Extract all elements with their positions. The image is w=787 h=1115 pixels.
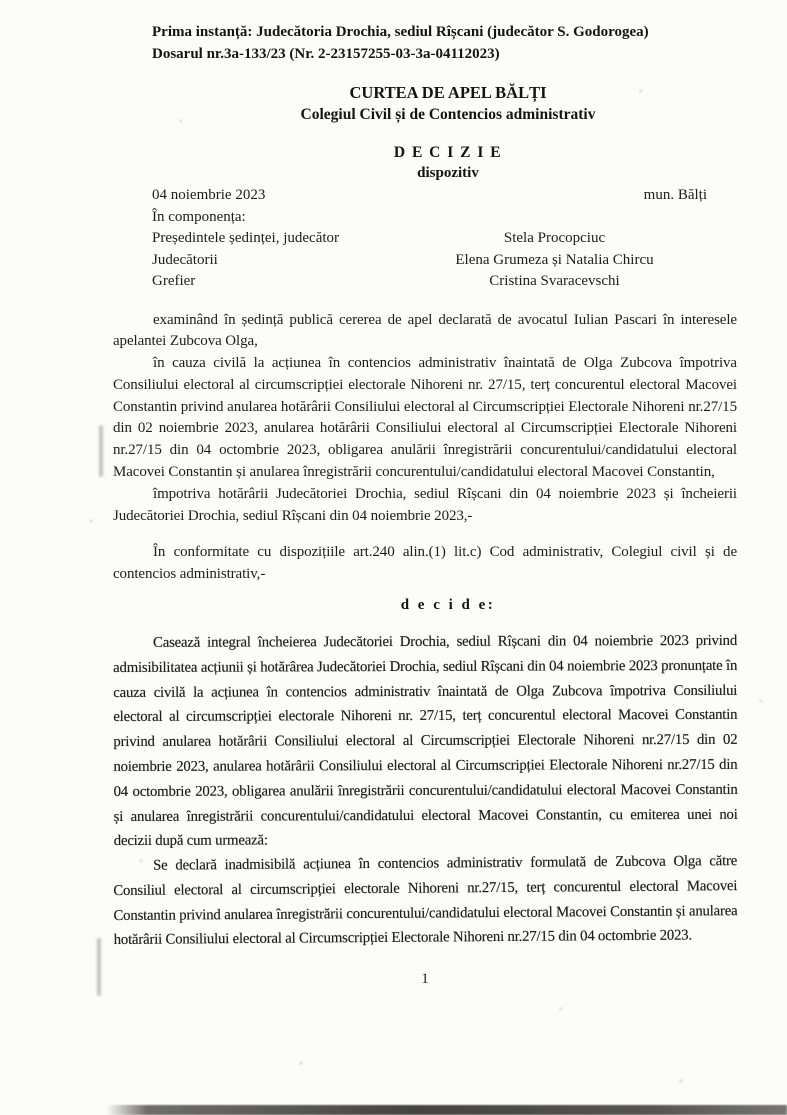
panel-row-president <box>152 228 737 250</box>
decision-paragraph-2: Se declară inadmisibilă acțiunea în contencios administrativ formulată de Zubcova Olga către Consiliul electoral al circumscripției electorale Nihoreni nr.27/15, terț concurentul electoral Macovei Constantin privind anularea înregistrării concurentului/candidatului electoral Macovei Constantin și anularea hotărârii Consiliului electoral al Circumscripției Electorale Nihoreni nr.27/15 din 04 octombrie 2023. <box>113 853 738 949</box>
panel-name-president: Stela Procopciuc <box>503 230 606 246</box>
first-instance-line: Prima instanță: Judecătoria Drochia, sediul Rîșcani (judecător S. Godorogea) <box>152 24 649 40</box>
composition-label: În componența: <box>152 208 246 225</box>
preamble-paragraph-2: în cauza civilă la acțiunea în contencios administrativ înaintată de Olga Zubcova împotriva Consiliului electoral al circumscripției electorale Nihoreni nr. 27/15, terț concurentul electoral Macovei Constantin privind anularea hotărârii Consiliului electoral al Circumscripției Electorale Nihoreni nr.27/15 din 02 noiembrie 2023, anularea hotărârii Consiliului electoral al Circumscripției Electorale Nihoreni nr.27/15 din 04 octombrie 2023, obligarea anulării înregistrării concurentului/candidatului electoral Macovei Constantin și anularea înregistrării concurentului/candidatului electoral Macovei Constantin, <box>113 355 737 481</box>
panel-role-judges: Judecătorii <box>152 251 218 268</box>
preamble-paragraph-3: împotriva hotărârii Judecătoriei Drochia, sediul Rîșcani din 04 noiembrie 2023 și încheierii Judecătoriei Drochia, sediul Rîșcani din 04 noiembrie 2023,- <box>113 485 737 524</box>
date-place-row <box>152 185 737 207</box>
court-college: Colegiul Civil și de Contencios administrativ <box>300 106 596 123</box>
court-name: CURTEA DE APEL BĂLȚI <box>349 83 547 102</box>
case-header <box>152 22 737 65</box>
scan-smudge <box>99 425 103 477</box>
page-number: 1 <box>421 971 429 988</box>
panel-name-clerk: Cristina Svaracevschi <box>489 273 620 289</box>
decision-date: 04 noiembrie 2023 <box>152 187 266 203</box>
panel-row-clerk <box>152 271 737 293</box>
scan-edge-shadow <box>106 1105 787 1115</box>
panel-row-judges <box>152 250 737 272</box>
panel-role-clerk: Grefier <box>152 273 196 289</box>
decide-heading: d e c i d e: <box>400 597 496 614</box>
decision-paragraph-1: Casează integral încheierea Judecătoriei Drochia, sediul Rîșcani din 04 noiembrie 2023 privind admisibilitatea acțiunii și hotărârea Judecătoriei Drochia, sediul Rîșcani din 04 noiembrie 2023 pronunțate în cauza civilă la acțiunea în contencios administrativ înaintată de Olga Zubcova împotriva Consiliului electoral al circumscripției electorale Nihoreni nr. 27/15, terț concurentul electoral Macovei Constantin privind anularea hotărârii Consiliului electoral al Circumscripției Electorale Nihoreni nr.27/15 din 02 noiembrie 2023, anularea hotărârii Consiliului electoral al Circumscripției Electorale Nihoreni nr.27/15 din 04 octombrie 2023, obligarea anulării înregistrării concurentului/candidatului electoral Macovei Constantin și anularea înregistrării concurentului/candidatului electoral Macovei Constantin, cu emiterea unei noi decizii după cum urmează: <box>113 632 738 850</box>
case-number-line: Dosarul nr.3a-133/23 (Nr. 2-23157255-03-3a-04112023) <box>152 45 500 62</box>
decision-subtitle: dispozitiv <box>417 165 479 181</box>
preamble-paragraph-1: examinând în ședință publică cererea de apel declarată de avocatul Iulian Pascari în interesele apelantei Zubcova Olga, <box>113 311 737 350</box>
scan-noise <box>0 0 2 2</box>
panel-name-judges: Elena Grumeza și Natalia Chircu <box>455 251 654 268</box>
document-content <box>113 22 737 988</box>
decision-place: mun. Bălți <box>643 187 707 203</box>
legal-basis-paragraph: În conformitate cu dispozițiile art.240 alin.(1) lit.c) Cod administrativ, Colegiul civil și de contencios administrativ,- <box>113 544 737 583</box>
panel-role-president: Președintele ședinței, judecător <box>152 230 340 246</box>
scan-smudge <box>97 938 101 996</box>
decision-title: D E C I Z I E <box>393 144 503 161</box>
decision-meta <box>152 185 737 293</box>
